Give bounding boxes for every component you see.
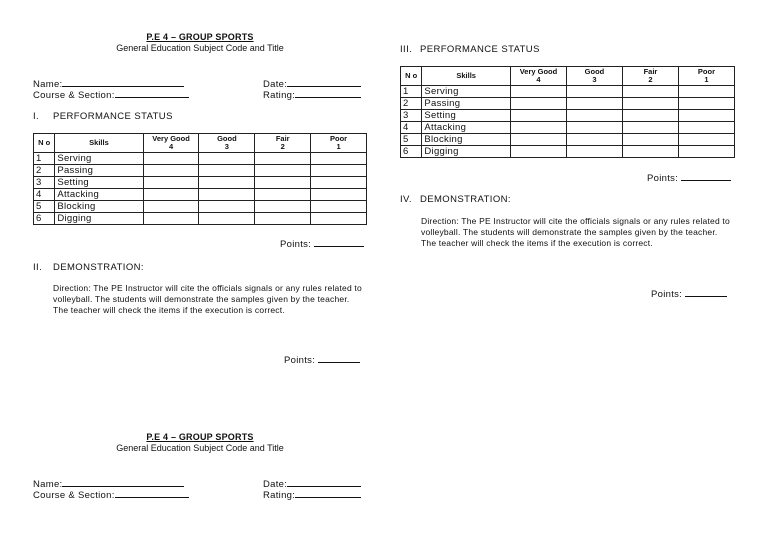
- rating-cell[interactable]: [143, 213, 199, 225]
- table-row: [34, 213, 367, 225]
- col-very-good-header: Very Good 4: [143, 134, 199, 153]
- rating-cell[interactable]: [199, 201, 255, 213]
- rating-cell[interactable]: [199, 177, 255, 189]
- table-cell: 1: [401, 86, 422, 98]
- rating-cell[interactable]: [510, 110, 566, 122]
- performance-table-left: [33, 133, 367, 225]
- date-label: Date:: [263, 479, 288, 490]
- direction-text-right: Direction: The PE Instructor will cite the officials signals or any rules related to volleyball. The students will demonstrate the samples given by the teacher. The teacher will check the items if the execution is correct.: [421, 216, 730, 248]
- rating-cell[interactable]: [143, 189, 199, 201]
- rating-cell[interactable]: [255, 165, 311, 177]
- rating-cell[interactable]: [566, 98, 622, 110]
- table-row: [401, 146, 735, 158]
- rating-cell[interactable]: [678, 98, 734, 110]
- table-cell: Serving: [422, 86, 511, 98]
- rating-label: Rating:: [263, 90, 296, 101]
- rating-cell[interactable]: [255, 201, 311, 213]
- col-fair-header: Fair 2: [255, 134, 311, 153]
- points-field-right-1[interactable]: [647, 171, 731, 184]
- rating-cell[interactable]: [622, 146, 678, 158]
- course-field[interactable]: [33, 88, 189, 102]
- table-cell: 6: [34, 213, 55, 225]
- section-3-heading: III. PERFORMANCE STATUS: [400, 44, 540, 55]
- rating-cell[interactable]: [678, 146, 734, 158]
- table-header-row: [401, 67, 735, 86]
- table-row: [34, 153, 367, 165]
- points-field-left-2[interactable]: [284, 353, 360, 366]
- course-label: Course & Section:: [33, 90, 115, 101]
- rating-field[interactable]: [263, 88, 361, 102]
- rating-cell[interactable]: [199, 213, 255, 225]
- rating-cell[interactable]: [678, 122, 734, 134]
- points-label: Points:: [284, 355, 316, 366]
- form-title: P.E 4 – GROUP SPORTS: [146, 432, 254, 442]
- rating-cell[interactable]: [143, 201, 199, 213]
- table-cell: Blocking: [422, 134, 511, 146]
- table-cell: 3: [34, 177, 55, 189]
- table-row: [34, 165, 367, 177]
- table-cell: 5: [34, 201, 55, 213]
- table-cell: Digging: [55, 213, 143, 225]
- rating-cell[interactable]: [143, 177, 199, 189]
- table-cell: Digging: [422, 146, 511, 158]
- rating-cell[interactable]: [199, 165, 255, 177]
- col-good-header: Good 3: [566, 67, 622, 86]
- table-cell: Passing: [55, 165, 143, 177]
- col-poor-header: Poor 1: [678, 67, 734, 86]
- table-row: [34, 189, 367, 201]
- table-cell: 2: [34, 165, 55, 177]
- table-cell: 5: [401, 134, 422, 146]
- table-cell: 4: [34, 189, 55, 201]
- points-field-left-1[interactable]: [280, 237, 364, 250]
- direction-text-left: Direction: The PE Instructor will cite the officials signals or any rules related to volleyball. The students will demonstrate the samples given by the teacher. The teacher will check the items if the execution is correct.: [53, 283, 362, 315]
- rating-cell[interactable]: [255, 177, 311, 189]
- rating-cell[interactable]: [678, 134, 734, 146]
- col-very-good-header: Very Good 4: [510, 67, 566, 86]
- table-cell: Blocking: [55, 201, 143, 213]
- rating-cell[interactable]: [566, 122, 622, 134]
- rating-cell[interactable]: [143, 153, 199, 165]
- col-no-header: N o: [34, 134, 55, 153]
- name-label: Name:: [33, 479, 63, 490]
- table-cell: 3: [401, 110, 422, 122]
- rating-cell[interactable]: [566, 110, 622, 122]
- course-label: Course & Section:: [33, 490, 115, 501]
- col-poor-header: Poor 1: [311, 134, 367, 153]
- col-fair-header: Fair 2: [622, 67, 678, 86]
- rating-cell[interactable]: [566, 134, 622, 146]
- name-label: Name:: [33, 79, 63, 90]
- header-bottom: [60, 432, 340, 454]
- rating-cell[interactable]: [311, 201, 367, 213]
- table-row: [401, 86, 735, 98]
- rating-cell[interactable]: [255, 153, 311, 165]
- table-cell: 4: [401, 122, 422, 134]
- table-row: [401, 98, 735, 110]
- table-row: [401, 134, 735, 146]
- course-field-bottom[interactable]: [33, 488, 189, 502]
- rating-cell[interactable]: [311, 189, 367, 201]
- section-4-heading: IV. DEMONSTRATION:: [400, 194, 511, 205]
- header-top: [60, 32, 340, 54]
- col-skills-header: Skills: [422, 67, 511, 86]
- rating-cell[interactable]: [678, 110, 734, 122]
- table-row: [34, 177, 367, 189]
- table-cell: Setting: [55, 177, 143, 189]
- table-cell: 2: [401, 98, 422, 110]
- rating-cell[interactable]: [622, 134, 678, 146]
- rating-cell[interactable]: [311, 153, 367, 165]
- rating-cell[interactable]: [622, 122, 678, 134]
- rating-cell[interactable]: [678, 86, 734, 98]
- table-cell: Attacking: [422, 122, 511, 134]
- table-row: [401, 122, 735, 134]
- rating-cell[interactable]: [510, 134, 566, 146]
- rating-cell[interactable]: [566, 146, 622, 158]
- rating-cell[interactable]: [566, 86, 622, 98]
- rating-cell[interactable]: [622, 110, 678, 122]
- form-subtitle: General Education Subject Code and Title: [116, 43, 284, 53]
- col-good-header: Good 3: [199, 134, 255, 153]
- performance-table-right: [400, 66, 735, 158]
- rating-cell[interactable]: [143, 165, 199, 177]
- rating-cell[interactable]: [622, 98, 678, 110]
- section-1-heading: I. PERFORMANCE STATUS: [33, 111, 173, 122]
- table-cell: Serving: [55, 153, 143, 165]
- table-cell: 1: [34, 153, 55, 165]
- rating-cell[interactable]: [510, 122, 566, 134]
- rating-cell[interactable]: [510, 86, 566, 98]
- points-label: Points:: [280, 239, 312, 250]
- rating-cell[interactable]: [622, 86, 678, 98]
- rating-cell[interactable]: [311, 165, 367, 177]
- table-row: [401, 110, 735, 122]
- col-no-header: N o: [401, 67, 422, 86]
- points-field-right-2[interactable]: [651, 287, 727, 300]
- rating-cell[interactable]: [255, 189, 311, 201]
- table-cell: 6: [401, 146, 422, 158]
- rating-cell[interactable]: [255, 213, 311, 225]
- rating-label: Rating:: [263, 490, 296, 501]
- col-skills-header: Skills: [55, 134, 143, 153]
- rating-cell[interactable]: [510, 146, 566, 158]
- rating-cell[interactable]: [199, 153, 255, 165]
- rating-cell[interactable]: [311, 177, 367, 189]
- table-header-row: [34, 134, 367, 153]
- points-label: Points:: [647, 173, 679, 184]
- section-2-heading: II. DEMONSTRATION:: [33, 262, 144, 273]
- table-cell: Attacking: [55, 189, 143, 201]
- points-label: Points:: [651, 289, 683, 300]
- form-title: P.E 4 – GROUP SPORTS: [146, 32, 254, 42]
- rating-cell[interactable]: [199, 189, 255, 201]
- table-cell: Passing: [422, 98, 511, 110]
- table-cell: Setting: [422, 110, 511, 122]
- rating-cell[interactable]: [311, 213, 367, 225]
- form-subtitle: General Education Subject Code and Title: [116, 443, 284, 453]
- table-row: [34, 201, 367, 213]
- rating-field-bottom[interactable]: [263, 488, 361, 502]
- rating-cell[interactable]: [510, 98, 566, 110]
- date-label: Date:: [263, 79, 288, 90]
